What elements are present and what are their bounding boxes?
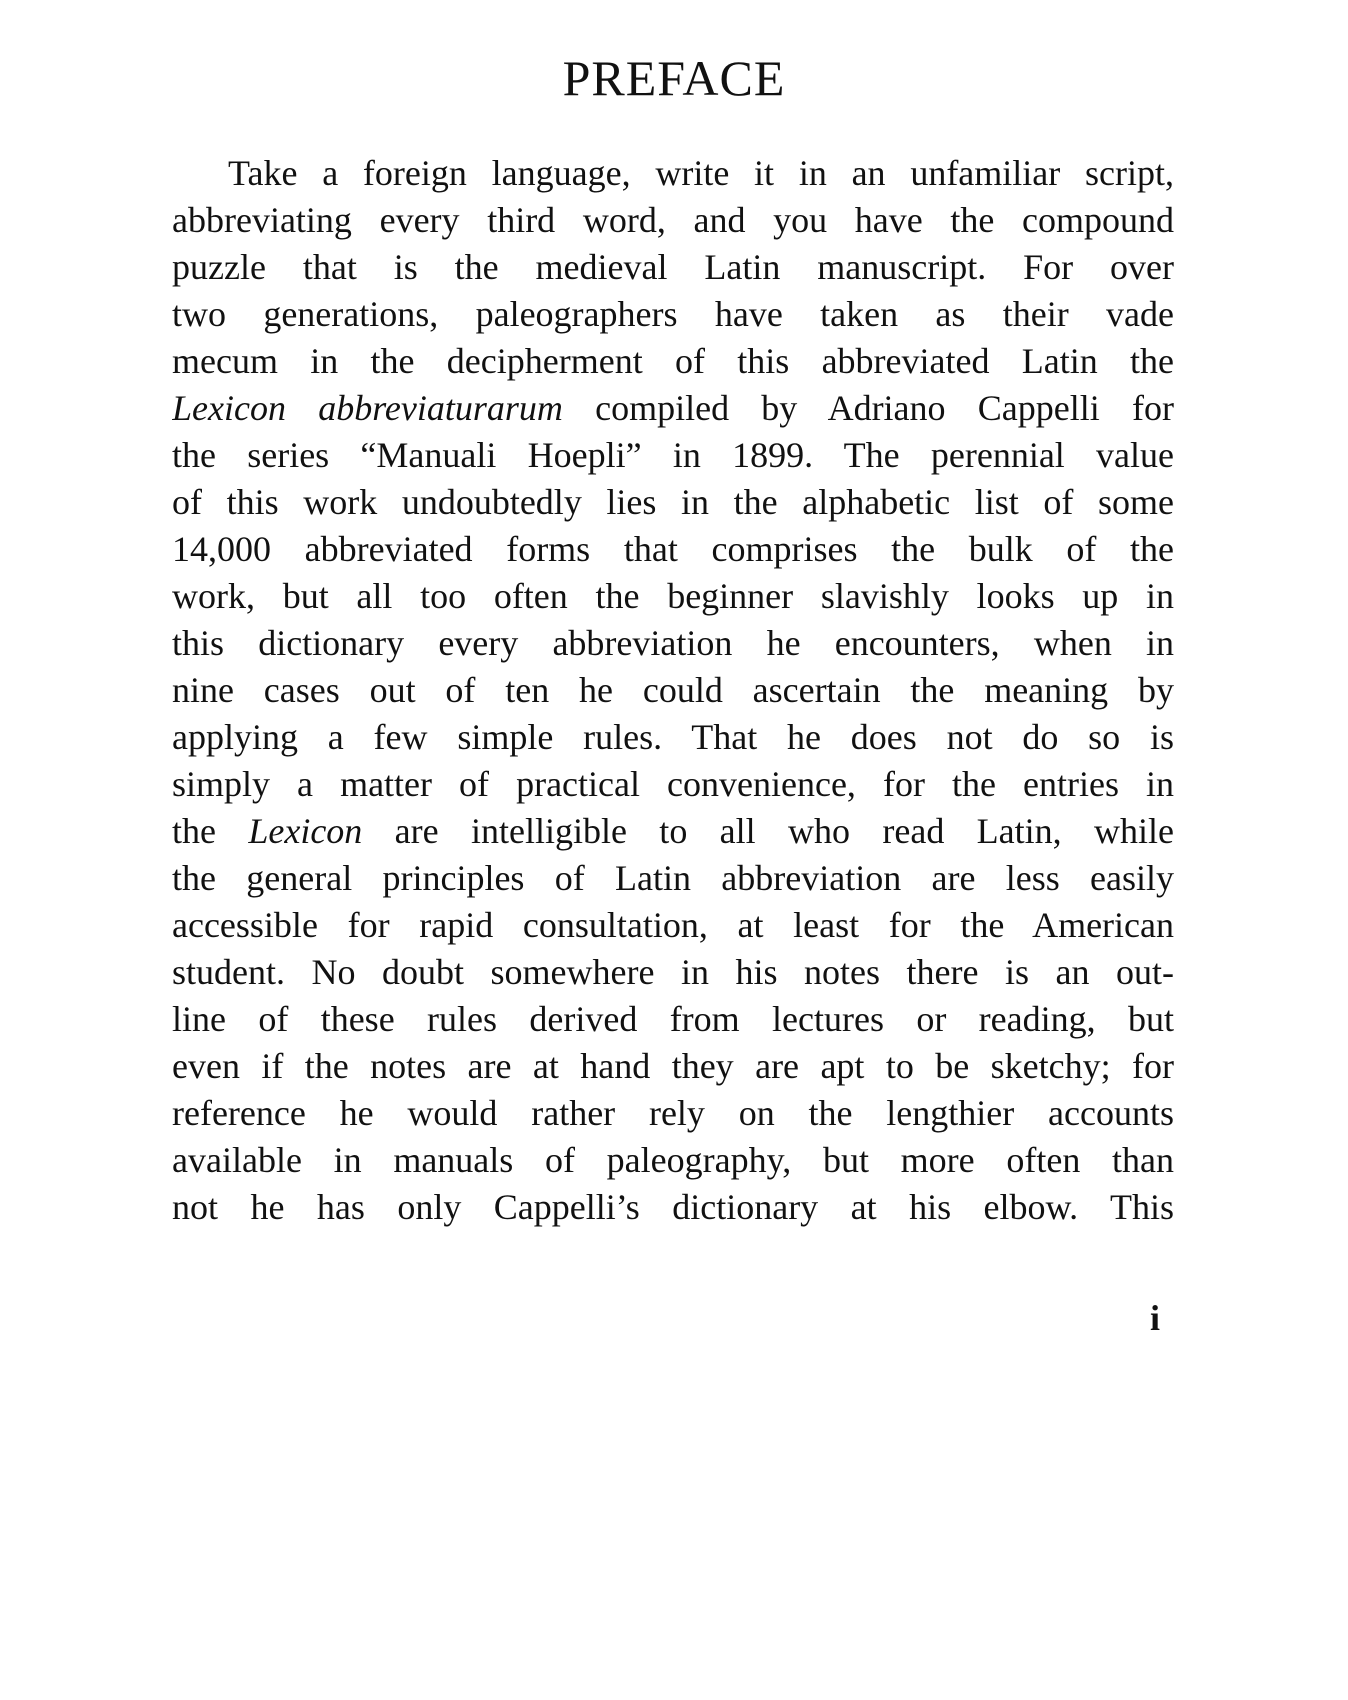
text-line: 14,000 abbreviated forms that comprises the bulk of the — [172, 529, 1174, 569]
text-line: the Lexicon are intelligible to all who read Latin, while — [172, 811, 1174, 851]
text-line: the general principles of Latin abbreviation are less easily — [172, 858, 1174, 898]
text-line: reference he would rather rely on the lengthier accounts — [172, 1093, 1174, 1133]
italic-title-lexicon: Lexicon — [248, 811, 363, 851]
text-line: two generations, paleographers have taken as their vade — [172, 294, 1174, 334]
page-title: PREFACE — [562, 50, 786, 106]
text-line: this dictionary every abbreviation he encounters, when in — [172, 623, 1174, 663]
text-line: the series “Manuali Hoepli” in 1899. The perennial value — [172, 435, 1174, 475]
text-line: mecum in the decipherment of this abbreviated Latin the — [172, 341, 1174, 381]
preface-paragraph — [172, 150, 1174, 1231]
text-line: Take a foreign language, write it in an unfamiliar script, — [228, 153, 1174, 193]
text-line: puzzle that is the medieval Latin manuscript. For over — [172, 247, 1174, 287]
text-line: applying a few simple rules. That he does not do so is — [172, 717, 1174, 757]
text-line: student. No doubt somewhere in his notes there is an out- — [172, 952, 1174, 992]
text-line: even if the notes are at hand they are apt to be sketchy; for — [172, 1046, 1174, 1086]
text-line: not he has only Cappelli’s dictionary at his elbow. This — [172, 1187, 1174, 1227]
italic-title-lexicon-abbreviaturarum: Lexicon abbreviaturarum — [172, 388, 563, 428]
text-line: work, but all too often the beginner slavishly looks up in — [172, 576, 1174, 616]
text-line: nine cases out of ten he could ascertain the meaning by — [172, 670, 1174, 710]
page-number: i — [1150, 1298, 1161, 1338]
text-line: of this work undoubtedly lies in the alphabetic list of some — [172, 482, 1174, 522]
text-line: Lexicon abbreviaturarum compiled by Adriano Cappelli for — [172, 388, 1174, 428]
text-line: abbreviating every third word, and you have the compound — [172, 200, 1174, 240]
text-line: accessible for rapid consultation, at least for the American — [172, 905, 1174, 945]
text-line: line of these rules derived from lectures or reading, but — [172, 999, 1174, 1039]
text-line: simply a matter of practical convenience, for the entries in — [172, 764, 1174, 804]
text-line: available in manuals of paleography, but more often than — [172, 1140, 1174, 1180]
